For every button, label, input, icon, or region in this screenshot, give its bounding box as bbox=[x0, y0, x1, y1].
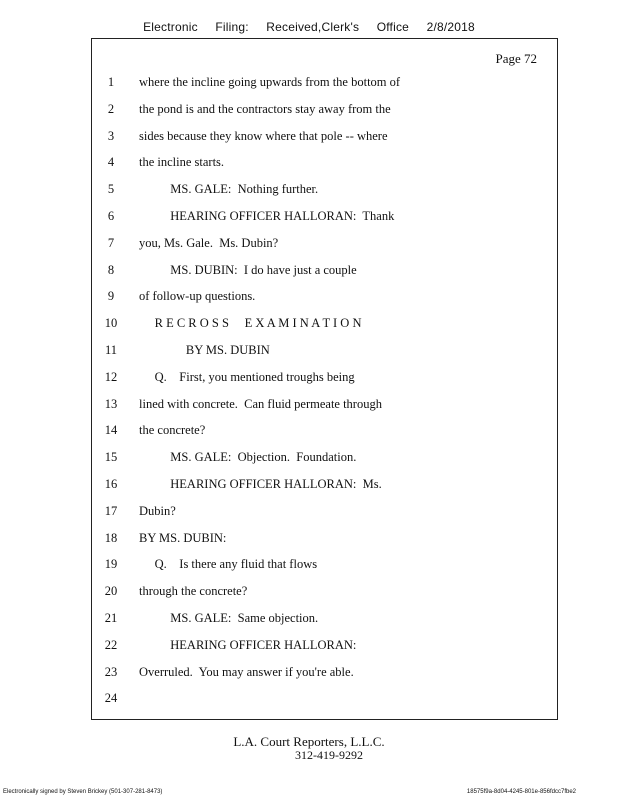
line-number: 5 bbox=[107, 182, 115, 197]
line-number: 2 bbox=[107, 101, 115, 116]
line-text: Overruled. You may answer if you're able. bbox=[139, 664, 354, 679]
line-number: 1 bbox=[107, 75, 115, 89]
filing-header-part: Electronic bbox=[143, 20, 198, 34]
line-number: 20 bbox=[104, 584, 118, 599]
filing-header-part: Received,Clerk's bbox=[266, 20, 360, 34]
line-text: you, Ms. Gale. Ms. Dubin? bbox=[139, 235, 279, 250]
line-number: 16 bbox=[104, 477, 118, 491]
line-number: 15 bbox=[104, 450, 118, 465]
transcript-line bbox=[92, 581, 557, 601]
line-number: 11 bbox=[104, 343, 118, 357]
line-text: the concrete? bbox=[139, 423, 206, 438]
line-text: the pond is and the contractors stay away from the bbox=[139, 101, 391, 116]
transcript-page bbox=[91, 38, 558, 720]
line-number: 21 bbox=[104, 611, 118, 625]
line-number: 9 bbox=[107, 289, 115, 304]
court-reporter-name: L.A. Court Reporters, L.L.C. bbox=[233, 734, 385, 749]
line-number: 18 bbox=[104, 530, 118, 545]
transcript-line bbox=[92, 367, 557, 387]
line-text: R E C R O S S E X A M I N A T I O N bbox=[139, 316, 362, 331]
transcript-line bbox=[92, 233, 557, 253]
transcript-line bbox=[92, 340, 557, 360]
line-text: lined with concrete. Can fluid permeate through bbox=[139, 396, 382, 411]
transcript-line bbox=[92, 260, 557, 280]
line-text: MS. GALE: Nothing further. bbox=[139, 182, 319, 197]
transcript-line bbox=[92, 528, 557, 548]
transcript-line bbox=[92, 286, 557, 306]
line-text: BY MS. DUBIN: bbox=[139, 530, 227, 545]
line-number: 14 bbox=[104, 423, 118, 438]
transcript-line bbox=[92, 126, 557, 146]
document-hash: 18575f9a-8d04-4245-801e-856fdcc7fbe2 bbox=[466, 789, 576, 795]
line-number: 13 bbox=[104, 396, 118, 411]
line-number: 19 bbox=[104, 557, 118, 572]
line-text: Q. Is there any fluid that flows bbox=[139, 557, 318, 572]
filing-header-part: Filing: bbox=[215, 20, 249, 34]
line-text: MS. DUBIN: I do have just a couple bbox=[139, 262, 357, 277]
electronic-signature: Electronically signed by Steven Brickey (501-307-281-8473) bbox=[3, 789, 163, 795]
line-number: 12 bbox=[104, 369, 118, 384]
filing-header-part: Office bbox=[376, 20, 410, 34]
transcript-line bbox=[92, 72, 557, 92]
transcript-line bbox=[92, 394, 557, 414]
transcript-line bbox=[92, 554, 557, 574]
transcript-line bbox=[92, 501, 557, 521]
transcript-line bbox=[92, 474, 557, 494]
transcript-line bbox=[92, 99, 557, 119]
line-number: 6 bbox=[107, 209, 115, 223]
transcript-line bbox=[92, 313, 557, 333]
line-text: BY MS. DUBIN bbox=[139, 343, 270, 357]
transcript-line bbox=[92, 635, 557, 655]
electronic-filing-header bbox=[0, 20, 618, 34]
court-reporter-phone: 312-419-9292 bbox=[295, 748, 363, 762]
line-number: 7 bbox=[107, 235, 115, 250]
transcript-line bbox=[92, 206, 557, 226]
line-number: 4 bbox=[107, 155, 115, 170]
line-number: 23 bbox=[104, 664, 118, 679]
line-text: MS. GALE: Objection. Foundation. bbox=[139, 450, 357, 465]
transcript-line bbox=[92, 688, 557, 708]
line-text: of follow-up questions. bbox=[139, 289, 256, 304]
line-text: Q. First, you mentioned troughs being bbox=[139, 369, 355, 384]
line-text: HEARING OFFICER HALLORAN: Ms. bbox=[139, 477, 382, 491]
line-text: where the incline going upwards from the bottom of bbox=[139, 75, 401, 89]
page-number: Page 72 bbox=[495, 51, 537, 66]
transcript-line bbox=[92, 152, 557, 172]
line-text: MS. GALE: Same objection. bbox=[139, 611, 319, 625]
line-text: Dubin? bbox=[139, 503, 176, 518]
line-text: HEARING OFFICER HALLORAN: Thank bbox=[139, 209, 395, 223]
filing-header-part: 2/8/2018 bbox=[426, 20, 475, 34]
transcript-line bbox=[92, 608, 557, 628]
transcript-line bbox=[92, 447, 557, 467]
line-text: sides because they know where that pole -- where bbox=[139, 128, 388, 143]
line-number: 8 bbox=[107, 262, 115, 277]
transcript-line bbox=[92, 662, 557, 682]
line-text: through the concrete? bbox=[139, 584, 248, 599]
line-text: the incline starts. bbox=[139, 155, 225, 170]
line-number: 3 bbox=[107, 128, 115, 143]
transcript-line bbox=[92, 420, 557, 440]
line-text: HEARING OFFICER HALLORAN: bbox=[139, 637, 357, 652]
transcript-line bbox=[92, 179, 557, 199]
line-number: 17 bbox=[104, 503, 118, 518]
line-number: 22 bbox=[104, 637, 118, 652]
line-number: 24 bbox=[104, 691, 118, 706]
line-number: 10 bbox=[104, 316, 118, 331]
